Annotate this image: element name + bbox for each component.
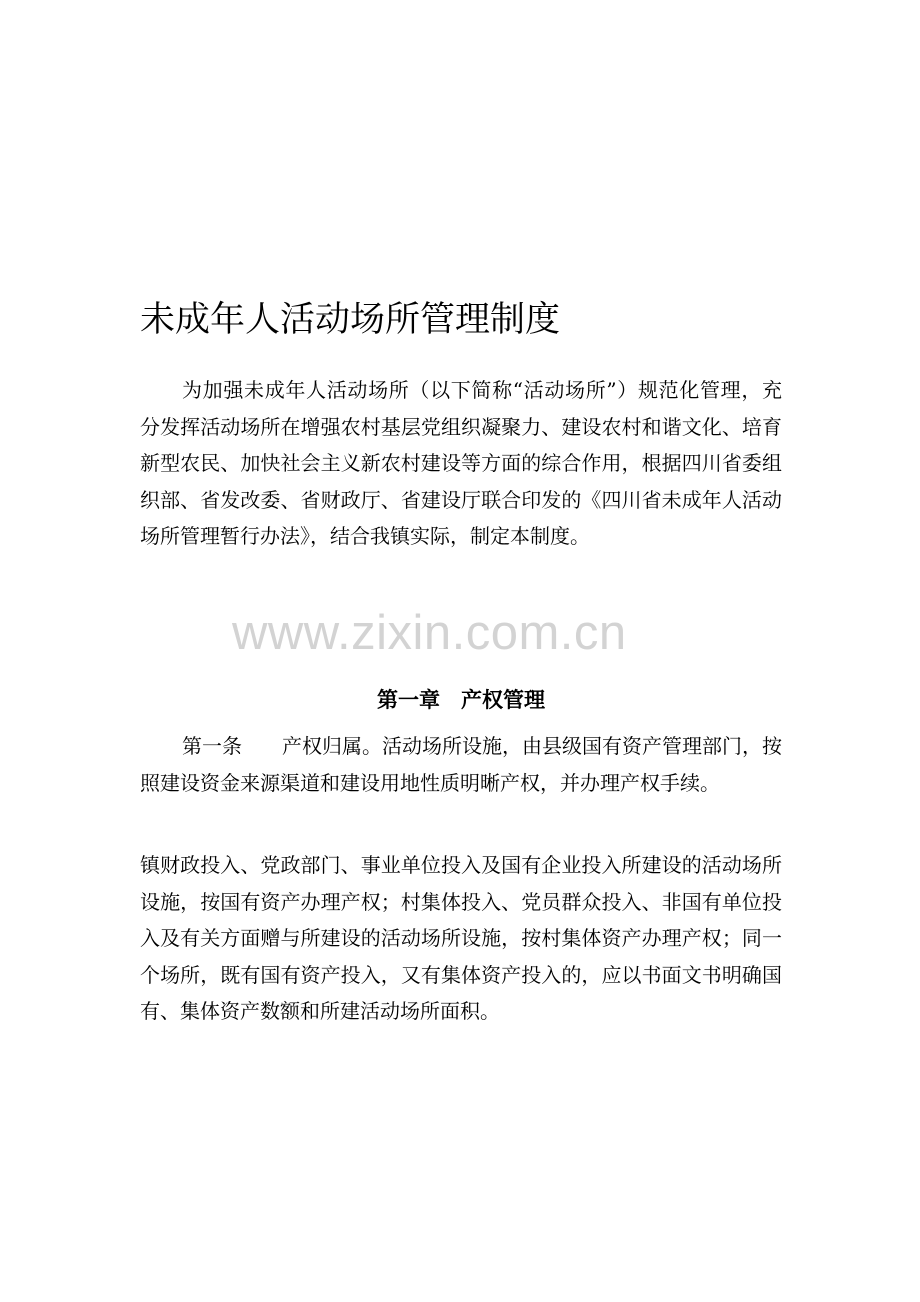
chapter-title: 第一章 产权管理 xyxy=(377,688,545,712)
document-title: 未成年人活动场所管理制度 xyxy=(140,300,561,340)
article-1-detail-paragraph: 镇财政投入、党政部门、事业单位投入及国有企业投入所建设的活动场所设施，按国有资产办理产权；村集体投入、党员群众投入、非国有单位投入及有关方面赠与所建设的活动场所设施，按村集体资产办理产权；同一个场所，既有国有资产投入，又有集体资产投入的，应以书面文书明确国有、集体资产数额和所建活动场所面积。 xyxy=(140,853,782,1023)
watermark: www.zixin.com.cn xyxy=(232,606,627,660)
intro-paragraph: 为加强未成年人活动场所（以下简称“活动场所”）规范化管理，充分发挥活动场所在增强农村基层党组织凝聚力、建设农村和谐文化、培育新型农民、加快社会主义新农村建设等方面的综合作用，根据四川省委组织部、省发改委、省财政厅、省建设厅联合印发的《四川省未成年人活动场所管理暂行办法》，结合我镇实际，制定本制度。 xyxy=(140,378,782,548)
article-1-paragraph: 第一条 产权归属。活动场所设施，由县级国有资产管理部门，按照建设资金来源渠道和建设用地性质明晰产权，并办理产权手续。 xyxy=(140,734,782,795)
